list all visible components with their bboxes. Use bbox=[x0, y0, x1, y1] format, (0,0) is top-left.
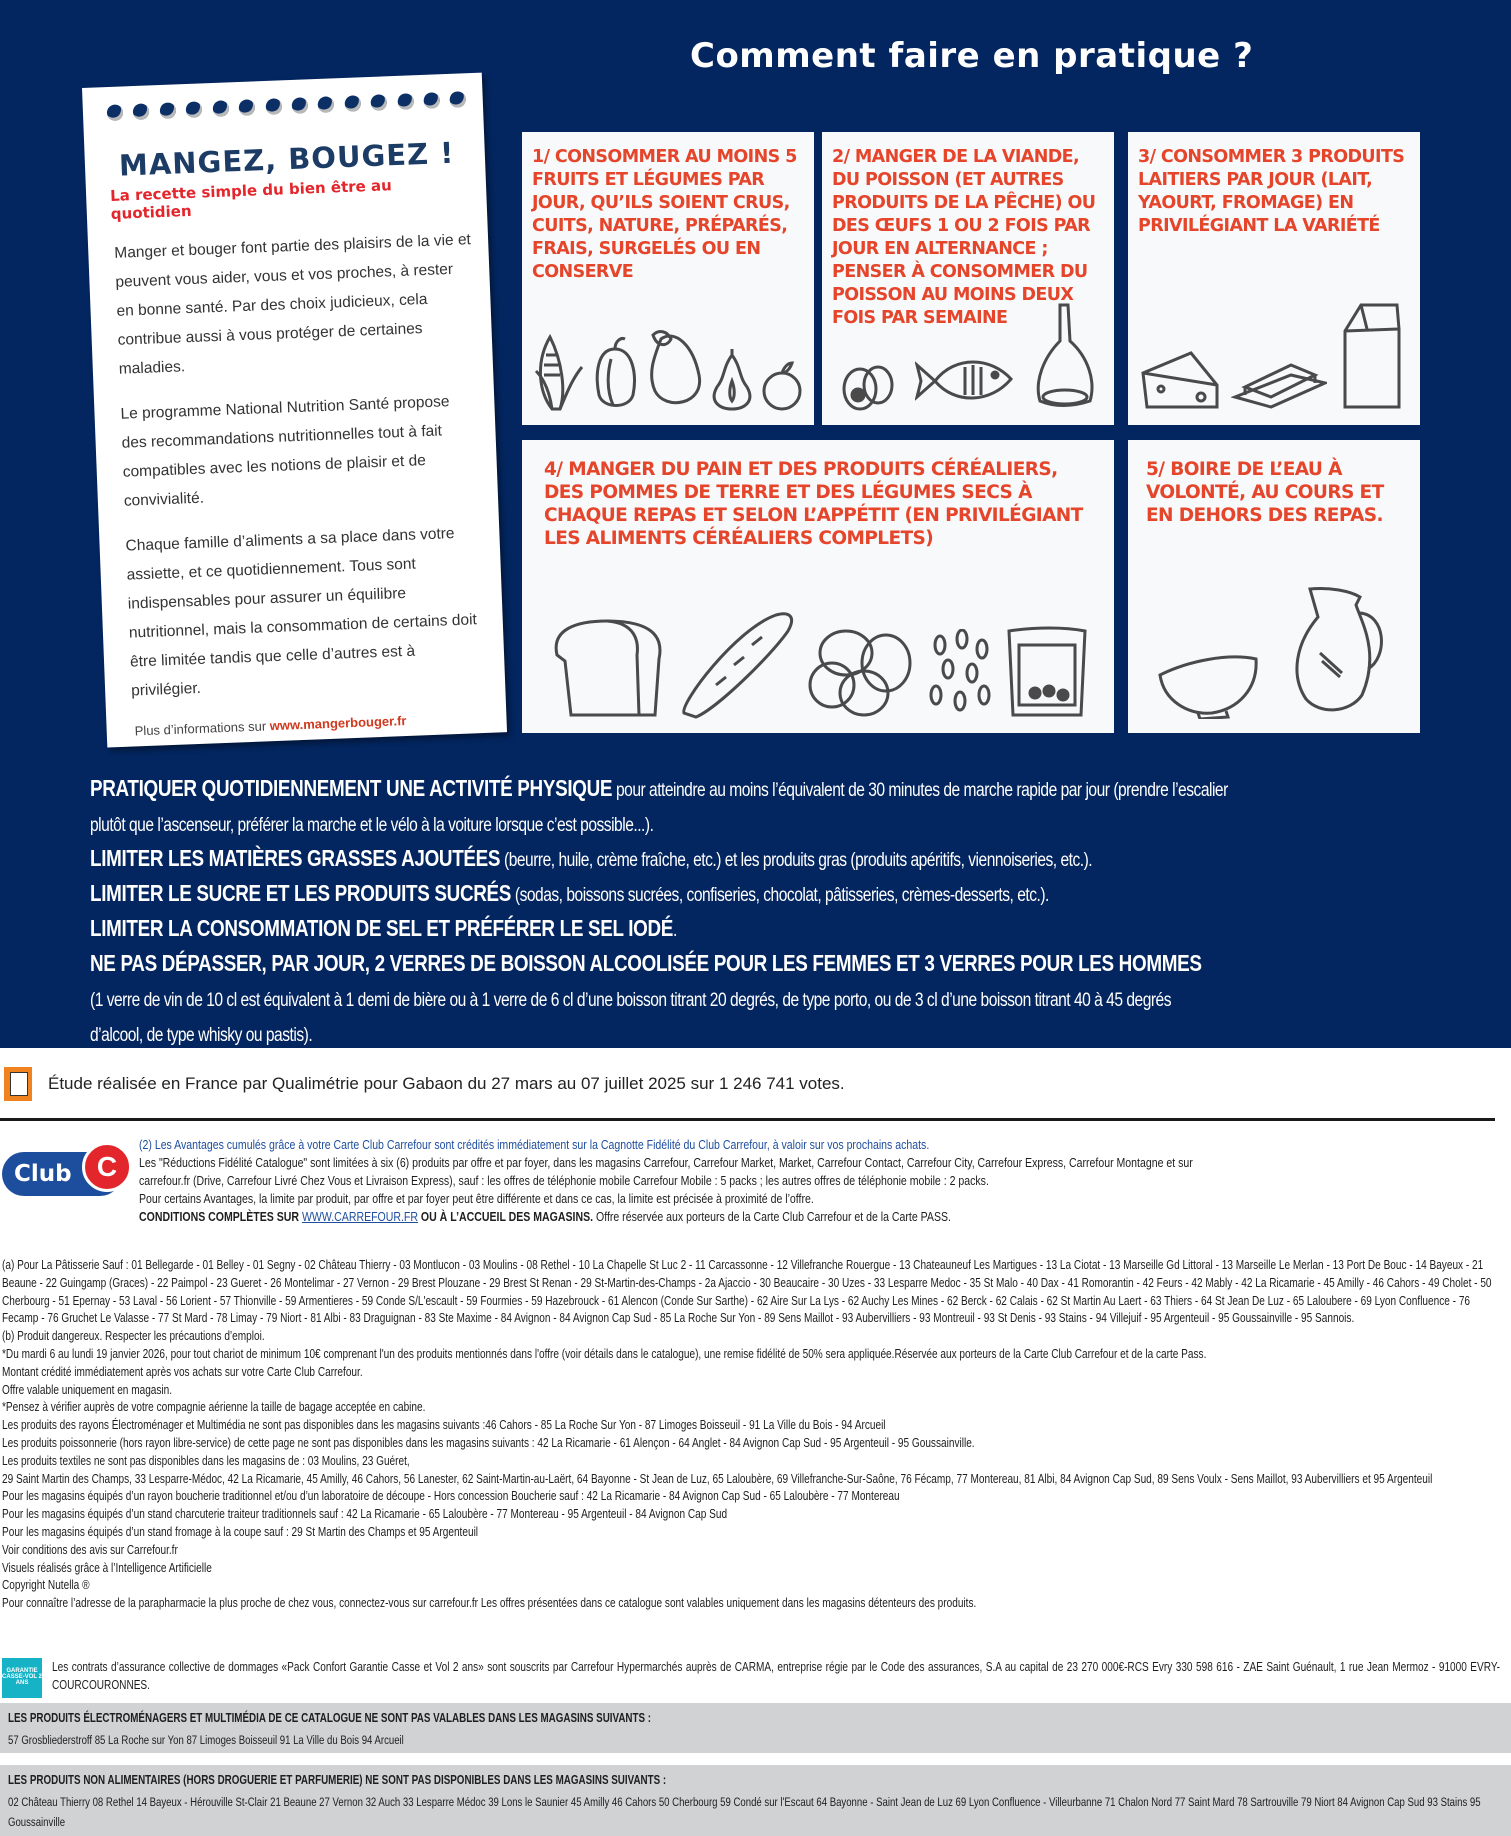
legal-line: Pour les magasins équipés d’un stand fromage à la coupe sauf : 29 St Martin des Champs et 95 Argenteuil bbox=[2, 1524, 479, 1539]
bread-loaf-icon bbox=[547, 615, 667, 719]
legal-textile-stores: 29 Saint Martin des Champs, 33 Lesparre-Médoc, 42 La Ricamarie, 45 Amilly, 46 Cahors, 56 Lanester, 62 Saint-Martin-au-Laërt, 64 Bayonne - St Jean de Luz, 65 Laloubère, 69 Villefranche-Sur-Saône, 76 Fécamp, 77 Montereau, 81 Albi, 84 Avignon Cap Sud, 89 Sens Voulx - Sens Maillot, 93 Aubervilliers et 95 Argenteuil bbox=[2, 1471, 1433, 1486]
legal-line: Pour les magasins équipés d’un stand charcuterie traiteur traditionnels sauf : 42 La Ricamarie - 65 Laloubère - 77 Montereau - 95 Argenteuil - 84 Avignon Cap Sud bbox=[2, 1507, 728, 1522]
carrefour-link[interactable]: WWW.CARREFOUR.FR bbox=[301, 1209, 418, 1224]
tomato-icon bbox=[760, 361, 804, 411]
ham-icon bbox=[1032, 301, 1098, 411]
pepper-icon bbox=[591, 335, 641, 411]
legal-line: Voir conditions des avis sur Carrefour.fr bbox=[2, 1542, 178, 1557]
club-line: Les "Réductions Fidélité Catalogue" sont limitées à six (6) produits par offre et par foyer, dans les magasins Carrefour, Carrefour Market, Market, Carrefour Contact, Carrefour City, Carrefour Express, Carrefour Montagne et sur bbox=[139, 1155, 1193, 1170]
exclusion-stores: 02 Château Thierry 08 Rethel 14 Bayeux - Hérouville St-Clair 21 Beaune 27 Vernon 32 Auch 33 Lesparre Médoc 39 Lons le Saunier 45 Amilly 46 Cahors 50 Cherbourg 59 Condé sur l'Escaut 64 Bayonne - Saint Jean de Luz 69 Lyon Confluence - Villeurbanne 71 Chalon Nord 77 Saint Mard 78 Sartrouville 79 Niort 84 Avignon Cap Sud 93 Stains 95 Goussainville bbox=[8, 1795, 1481, 1829]
divider bbox=[0, 1118, 1495, 1121]
exclusion-heading: LES PRODUITS ÉLECTROMÉNAGERS ET MULTIMÉDIA DE CE CATALOGUE NE SONT PAS VALABLES DANS LES MAGASINS SUIVANTS : bbox=[8, 1711, 652, 1725]
tile-text: 5/ BOIRE DE L’EAU À VOLONTÉ, AU COURS ET EN DEHORS DES REPAS. bbox=[1146, 459, 1384, 526]
beans-icon bbox=[926, 629, 996, 719]
cheese-icon bbox=[1141, 351, 1221, 411]
club-line: (2) Les Avantages cumulés grâce à votre Carte Club Carrefour sont crédités immédiatement sur la Cagnotte Fidélité du Club Carrefour, à valoir sur vos prochains achats. bbox=[139, 1137, 930, 1152]
insurance-text: Les contrats d’assurance collective de dommages «Pack Confort Garantie Casse et Vol 2 ans» sont souscrits par Carrefour Hypermarchés auprès de CARMA, entreprise régie par le Code des assurances, S.A au capital de 23 270 000€-RCS Evry 330 598 616 - ZAE Saint Guénault, 1 rue Jean Mermoz - 91000 EVRY-COURCOURONNES. bbox=[52, 1660, 1500, 1692]
club-label: Club bbox=[2, 1152, 122, 1196]
study-text: Étude réalisée en France par Qualimétrie pour Gabaon du 27 mars au 07 juillet 2025 sur 1 246 741 votes. bbox=[48, 1074, 845, 1093]
exclusion-stores: 57 Grosbliederstroff 85 La Roche sur Yon 87 Limoges Boisseuil 91 La Ville du Bois 94 Arcueil bbox=[8, 1733, 404, 1747]
legal-line: Copyright Nutella ® bbox=[2, 1578, 90, 1593]
club-line: carrefour.fr (Drive, Carrefour Livré Chez Vous et Livraison Express), sauf : les offres de téléphonie mobile Carrefour Mobile : 5 packs ; les autres offres de téléphonie mobile : 2 packs. bbox=[139, 1173, 989, 1188]
recommendation-line: LIMITER LA CONSOMMATION DE SEL ET PRÉFÉRER LE SEL IODÉ. bbox=[90, 915, 677, 941]
card-title: MANGEZ, BOUGEZ ! bbox=[118, 135, 456, 183]
recommendation-line: NE PAS DÉPASSER, PAR JOUR, 2 VERRES DE BOISSON ALCOOLISÉE POUR LES FEMMES ET 3 VERRES POUR LES HOMMES bbox=[90, 950, 1202, 976]
eggs-icon bbox=[838, 361, 898, 411]
mangez-bougez-card bbox=[82, 73, 507, 748]
warranty-badge-icon: GARANTIE CASSE-VOL 2 ANS bbox=[2, 1658, 42, 1698]
tile-water bbox=[1128, 440, 1420, 733]
legal-line: (b) Produit dangereux. Respecter les précautions d’emploi. bbox=[2, 1329, 265, 1344]
tile-text: 2/ MANGER DE LA VIANDE, DU POISSON (ET AUTRES PRODUITS DE LA PÊCHE) OU DES ŒUFS 1 OU 2 FOIS PAR JOUR EN ALTERNANCE ; PENSER À CONSOMMER DU POISSON AU MOINS DEUX FOIS PAR SEMAINE bbox=[832, 147, 1096, 328]
recommendations bbox=[90, 772, 1490, 1052]
tile-text: 1/ CONSOMMER AU MOINS 5 FRUITS ET LÉGUMES PAR JOUR, QU’ILS SOIENT CRUS, CUITS, NATURE, PRÉPARÉS, FRAIS, SURGELÉS OU EN CONSERVE bbox=[532, 147, 797, 282]
study-note bbox=[0, 1064, 1000, 1104]
corn-icon bbox=[532, 331, 586, 411]
legal-line: Offre valable uniquement en magasin. bbox=[2, 1382, 173, 1397]
recommendation-line: LIMITER LES MATIÈRES GRASSES AJOUTÉES (beurre, huile, crème fraîche, etc.) et les produits gras (produits apéritifs, viennoiseries, etc.). bbox=[90, 845, 1093, 871]
club-carrefour-logo bbox=[2, 1142, 130, 1198]
club-conditions-line: CONDITIONS COMPLÈTES SUR WWW.CARREFOUR.FR OU À L’ACCUEIL DES MAGASINS. Offre réservée aux porteurs de la Carte Club Carrefour et de la Carte PASS. bbox=[139, 1209, 951, 1224]
card-paragraph: Le programme National Nutrition Santé propose des recommandations nutritionnelles tout à fait compatibles avec les notions de plaisir et de convivialité. bbox=[120, 393, 450, 510]
legal-line: Les produits poissonnerie (hors rayon libre-service) de cette page ne sont pas disponibles dans les magasins suivants : 42 La Ricamarie - 61 Alençon - 64 Anglet - 84 Avignon Cap Sud - 95 Argenteuil - 95 Goussainville. bbox=[2, 1435, 975, 1450]
jug-icon bbox=[1290, 583, 1390, 719]
page-title: Comment faire en pratique ? bbox=[690, 36, 1254, 76]
legal-line: Pour les magasins équipés d’un rayon boucherie traditionnel et/ou d’un laboratoire de découpe - Hors concession Boucherie sauf : 42 La Ricamarie - 84 Avignon Cap Sud - 65 Laloubère - 77 Montereau bbox=[2, 1489, 900, 1504]
card-subtitle: La recette simple du bien être au quotidien bbox=[109, 176, 393, 223]
pear-icon bbox=[709, 347, 755, 411]
exclusion-box-electro bbox=[0, 1703, 1511, 1753]
recommendation-line: PRATIQUER QUOTIDIENNEMENT UNE ACTIVITÉ PHYSIQUE pour atteindre au moins l’équivalent de 30 minutes de marche rapide par jour (prendre l’escalier bbox=[90, 775, 1228, 801]
bowl-icon bbox=[1158, 649, 1258, 719]
tile-text: 3/ CONSOMMER 3 PRODUITS LAITIERS PAR JOUR (LAIT, YAOURT, FROMAGE) EN PRIVILÉGIANT LA VARIÉTÉ bbox=[1138, 147, 1405, 236]
mangerbouger-link[interactable]: www.mangerbouger.fr bbox=[269, 713, 407, 734]
legal-line: *Du mardi 6 au lundi 19 janvier 2026, pour tout chariot de minimum 10€ comprenant l'un des produits mentionnés dans l'offre (voir détails dans le catalogue), une remise fidélité de 50% sera appliquée.Réservée aux porteurs de la Carte Club Carrefour et de la carte Pass. bbox=[2, 1346, 1207, 1361]
survey-badge-icon bbox=[4, 1067, 32, 1101]
legal-line: Pour connaître l’adresse de la parapharmacie la plus proche de chez vous, connectez-vous sur carrefour.fr Les offres présentées dans ce catalogue sont valables uniquement dans les magasins détenteurs des produits. bbox=[2, 1596, 977, 1611]
legal-line: *Pensez à vérifier auprès de votre compagnie aérienne la taille de bagage acceptée en cabine. bbox=[2, 1400, 426, 1415]
legal-notes bbox=[2, 1257, 1507, 1613]
legal-patisserie: (a) Pour La Pâtisserie Sauf : 01 Bellegarde - 01 Belley - 01 Segny - 02 Château Thierry - 03 Montlucon - 03 Moulins - 08 Rethel - 10 La Chapelle St Luc 2 - 11 Carcassonne - 12 Villefranche Rouergue - 13 Chateauneuf Les Martigues - 13 La Ciotat - 13 Marseille Gd Littoral - 13 Marseille Le Merlan - 13 Port De Bouc - 14 Bayeux - 21 Beaune - 22 Guingamp (Graces) - 22 Paimpol - 23 Gueret - 26 Montelimar - 27 Vernon - 29 Brest Plouzane - 29 Brest St Renan - 29 St-Martin-des-Champs - 2a Ajaccio - 30 Beaucaire - 30 Uzes - 33 Lesparre Medoc - 35 St Malo - 40 Dax - 41 Romorantin - 42 Feurs - 42 Mably - 42 La Ricamarie - 45 Amilly - 46 Cahors - 49 Cholet - 50 Cherbourg - 51 Epernay - 53 Laval - 56 Lorient - 57 Thionville - 59 Armentieres - 59 Conde S/L'escault - 59 Fourmies - 59 Hazebrouck - 61 Alencon (Conde Sur Sarthe) - 62 Aire Sur La Lys - 62 Auchy Les Mines - 62 Berck - 62 Calais - 62 St Martin Au Laert - 63 Thiers - 64 St Jean De Luz - 65 Laloubere - 69 Lyon Confluence - 76 Fecamp - 76 Gruchet Le Valasse - 77 St Mard - 78 Limay - 79 Niort - 81 Albi - 83 Draguignan - 83 Ste Maxime - 84 Avignon - 84 Avignon Cap Sud - 85 La Roche Sur Yon - 89 Sens Maillot - 93 Aubervilliers - 93 Montreuil - 93 St Denis - 93 Stains - 94 Villejuif - 95 Argenteuil - 95 Goussainville - 95 Sannois. bbox=[2, 1258, 1492, 1326]
legal-line: Montant crédité immédiatement après vos achats sur votre Carte Club Carrefour. bbox=[2, 1364, 363, 1379]
fish-icon bbox=[915, 351, 1015, 411]
tile-cereals bbox=[522, 440, 1114, 733]
legal-line: Visuels réalisés grâce à l’Intelligence Artificielle bbox=[2, 1560, 212, 1575]
jar-icon bbox=[1005, 625, 1089, 719]
more-info bbox=[134, 710, 490, 739]
eggplant-icon bbox=[645, 325, 705, 411]
potatoes-icon bbox=[806, 623, 916, 719]
tile-meat-fish-eggs bbox=[822, 132, 1114, 425]
recommendation-line: plutôt que l’ascenseur, préférer la marche et le vélo à la voiture lorsque c’est possible...). bbox=[90, 815, 654, 836]
recommendation-line: (1 verre de vin de 10 cl est équivalent à 1 demi de bière ou à 1 verre de 6 cl d’une boisson titrant 20 degrés, de type porto, ou de 3 cl d’une boisson titrant 40 à 45 degrés bbox=[90, 990, 1172, 1011]
butter-icon bbox=[1231, 361, 1327, 411]
exclusion-heading: LES PRODUITS NON ALIMENTAIRES (HORS DROGUERIE ET PARFUMERIE) NE SONT PAS DISPONIBLES DANS LES MAGASINS SUIVANTS : bbox=[8, 1773, 667, 1787]
tile-dairy bbox=[1128, 132, 1420, 425]
tile-fruits-vegetables bbox=[522, 132, 814, 425]
legal-line: Les produits des rayons Électroménager et Multimédia ne sont pas disponibles dans les magasins suivants :46 Cahors - 85 La Roche Sur Yon - 87 Limoges Boisseuil - 91 La Ville du Bois - 94 Arcueil bbox=[2, 1418, 886, 1433]
baguette-icon bbox=[676, 609, 796, 719]
card-paragraph: Manger et bouger font partie des plaisirs de la vie et peuvent vous aider, vous et vos proches, à rester en bonne santé. Par des choix judicieux, cela contribue aussi à vous protéger de certaines maladies. bbox=[114, 231, 472, 378]
club-conditions bbox=[139, 1136, 1456, 1226]
carrefour-logo-icon: C bbox=[82, 1142, 132, 1192]
recommendation-line: LIMITER LE SUCRE ET LES PRODUITS SUCRÉS (sodas, boissons sucrées, confiseries, chocolat, pâtisseries, crèmes-desserts, etc.). bbox=[90, 880, 1049, 906]
more-info-label: Plus d’informations sur bbox=[134, 718, 271, 739]
recommendation-line: d’alcool, de type whisky ou pastis). bbox=[90, 1025, 313, 1046]
spiral-binding-icon bbox=[107, 91, 468, 125]
exclusion-box-nonfood bbox=[0, 1765, 1511, 1836]
club-line: Pour certains Avantages, la limite par produit, par offre et par foyer peut être différente et dans ce cas, la limite est précisée à proximité de l’offre. bbox=[139, 1191, 814, 1206]
insurance-note bbox=[0, 1656, 1511, 1696]
milk-carton-icon bbox=[1337, 301, 1407, 411]
card-paragraph: Chaque famille d’aliments a sa place dans votre assiette, et ce quotidiennement. Tous sont indispensables pour assurer un équilibre nutritionnel, mais la consommation de certains doit être limitée tandis que celle d’autres est à privilégier. bbox=[125, 525, 478, 700]
legal-line: Les produits textiles ne sont pas disponibles dans les magasins de : 03 Moulins, 23 Guéret, bbox=[2, 1453, 410, 1468]
tile-text: 4/ MANGER DU PAIN ET DES PRODUITS CÉRÉALIERS, DES POMMES DE TERRE ET DES LÉGUMES SECS À CHAQUE REPAS ET SELON L’APPÉTIT (EN PRIVILÉGIANT LES ALIMENTS CÉRÉALIERS COMPLETS) bbox=[544, 459, 1083, 549]
